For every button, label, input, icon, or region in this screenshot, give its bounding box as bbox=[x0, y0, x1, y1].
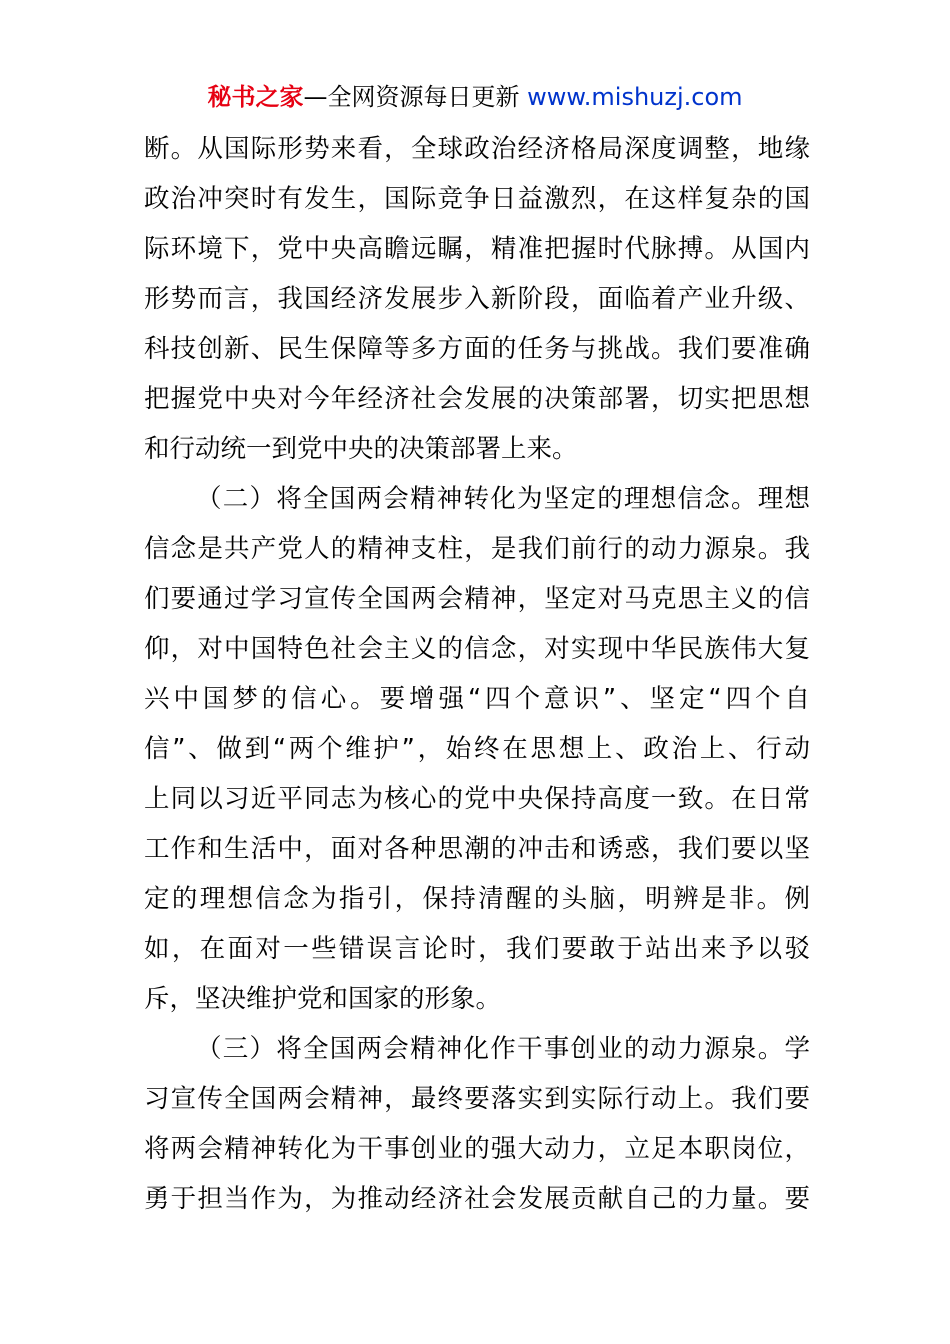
site-tagline: —全网资源每日更新 bbox=[303, 83, 528, 111]
section-heading-line: （二）将全国两会精神转化为坚定的理想信念。理想 bbox=[196, 484, 810, 514]
site-url-link[interactable]: www.mishuzj.com bbox=[527, 83, 743, 111]
text-line: 把握党中央对今年经济社会发展的决策部署，切实把思想 bbox=[144, 384, 810, 414]
text-line: 际环境下，党中央高瞻远瞩，精准把握时代脉搏。从国内 bbox=[144, 234, 810, 264]
site-brand: 秘书之家 bbox=[207, 83, 304, 111]
section-heading-line: （三）将全国两会精神化作干事创业的动力源泉。学 bbox=[196, 1034, 810, 1064]
text-line: 习宣传全国两会精神，最终要落实到实际行动上。我们要 bbox=[144, 1084, 810, 1114]
text-line: 如，在面对一些错误言论时，我们要敢于站出来予以驳 bbox=[144, 934, 810, 964]
text-line: 断。从国际形势来看，全球政治经济格局深度调整，地缘 bbox=[144, 134, 810, 164]
site-header bbox=[0, 80, 950, 114]
text-line: 兴中国梦的信心。要增强“四个意识”、坚定“四个自 bbox=[144, 684, 810, 714]
text-line: 工作和生活中，面对各种思潮的冲击和诱惑，我们要以坚 bbox=[144, 834, 810, 864]
text-line: 和行动统一到党中央的决策部署上来。 bbox=[144, 434, 578, 464]
text-line: 定的理想信念为指引，保持清醒的头脑，明辨是非。例 bbox=[144, 884, 810, 914]
text-line: 上同以习近平同志为核心的党中央保持高度一致。在日常 bbox=[144, 784, 810, 814]
text-line: 仰，对中国特色社会主义的信念，对实现中华民族伟大复 bbox=[144, 634, 810, 664]
text-line: 们要通过学习宣传全国两会精神，坚定对马克思主义的信 bbox=[144, 584, 810, 614]
document-body bbox=[144, 124, 810, 1224]
text-line: 信”、做到“两个维护”，始终在思想上、政治上、行动 bbox=[144, 734, 810, 764]
text-line: 科技创新、民生保障等多方面的任务与挑战。我们要准确 bbox=[144, 334, 810, 364]
text-line: 政治冲突时有发生，国际竞争日益激烈，在这样复杂的国 bbox=[144, 184, 810, 214]
text-line: 形势而言，我国经济发展步入新阶段，面临着产业升级、 bbox=[144, 284, 810, 314]
text-line: 将两会精神转化为干事创业的强大动力，立足本职岗位， bbox=[144, 1134, 810, 1164]
text-line: 信念是共产党人的精神支柱，是我们前行的动力源泉。我 bbox=[144, 534, 810, 564]
text-line: 斥，坚决维护党和国家的形象。 bbox=[144, 984, 502, 1014]
text-line: 勇于担当作为，为推动经济社会发展贡献自己的力量。要 bbox=[144, 1184, 810, 1214]
